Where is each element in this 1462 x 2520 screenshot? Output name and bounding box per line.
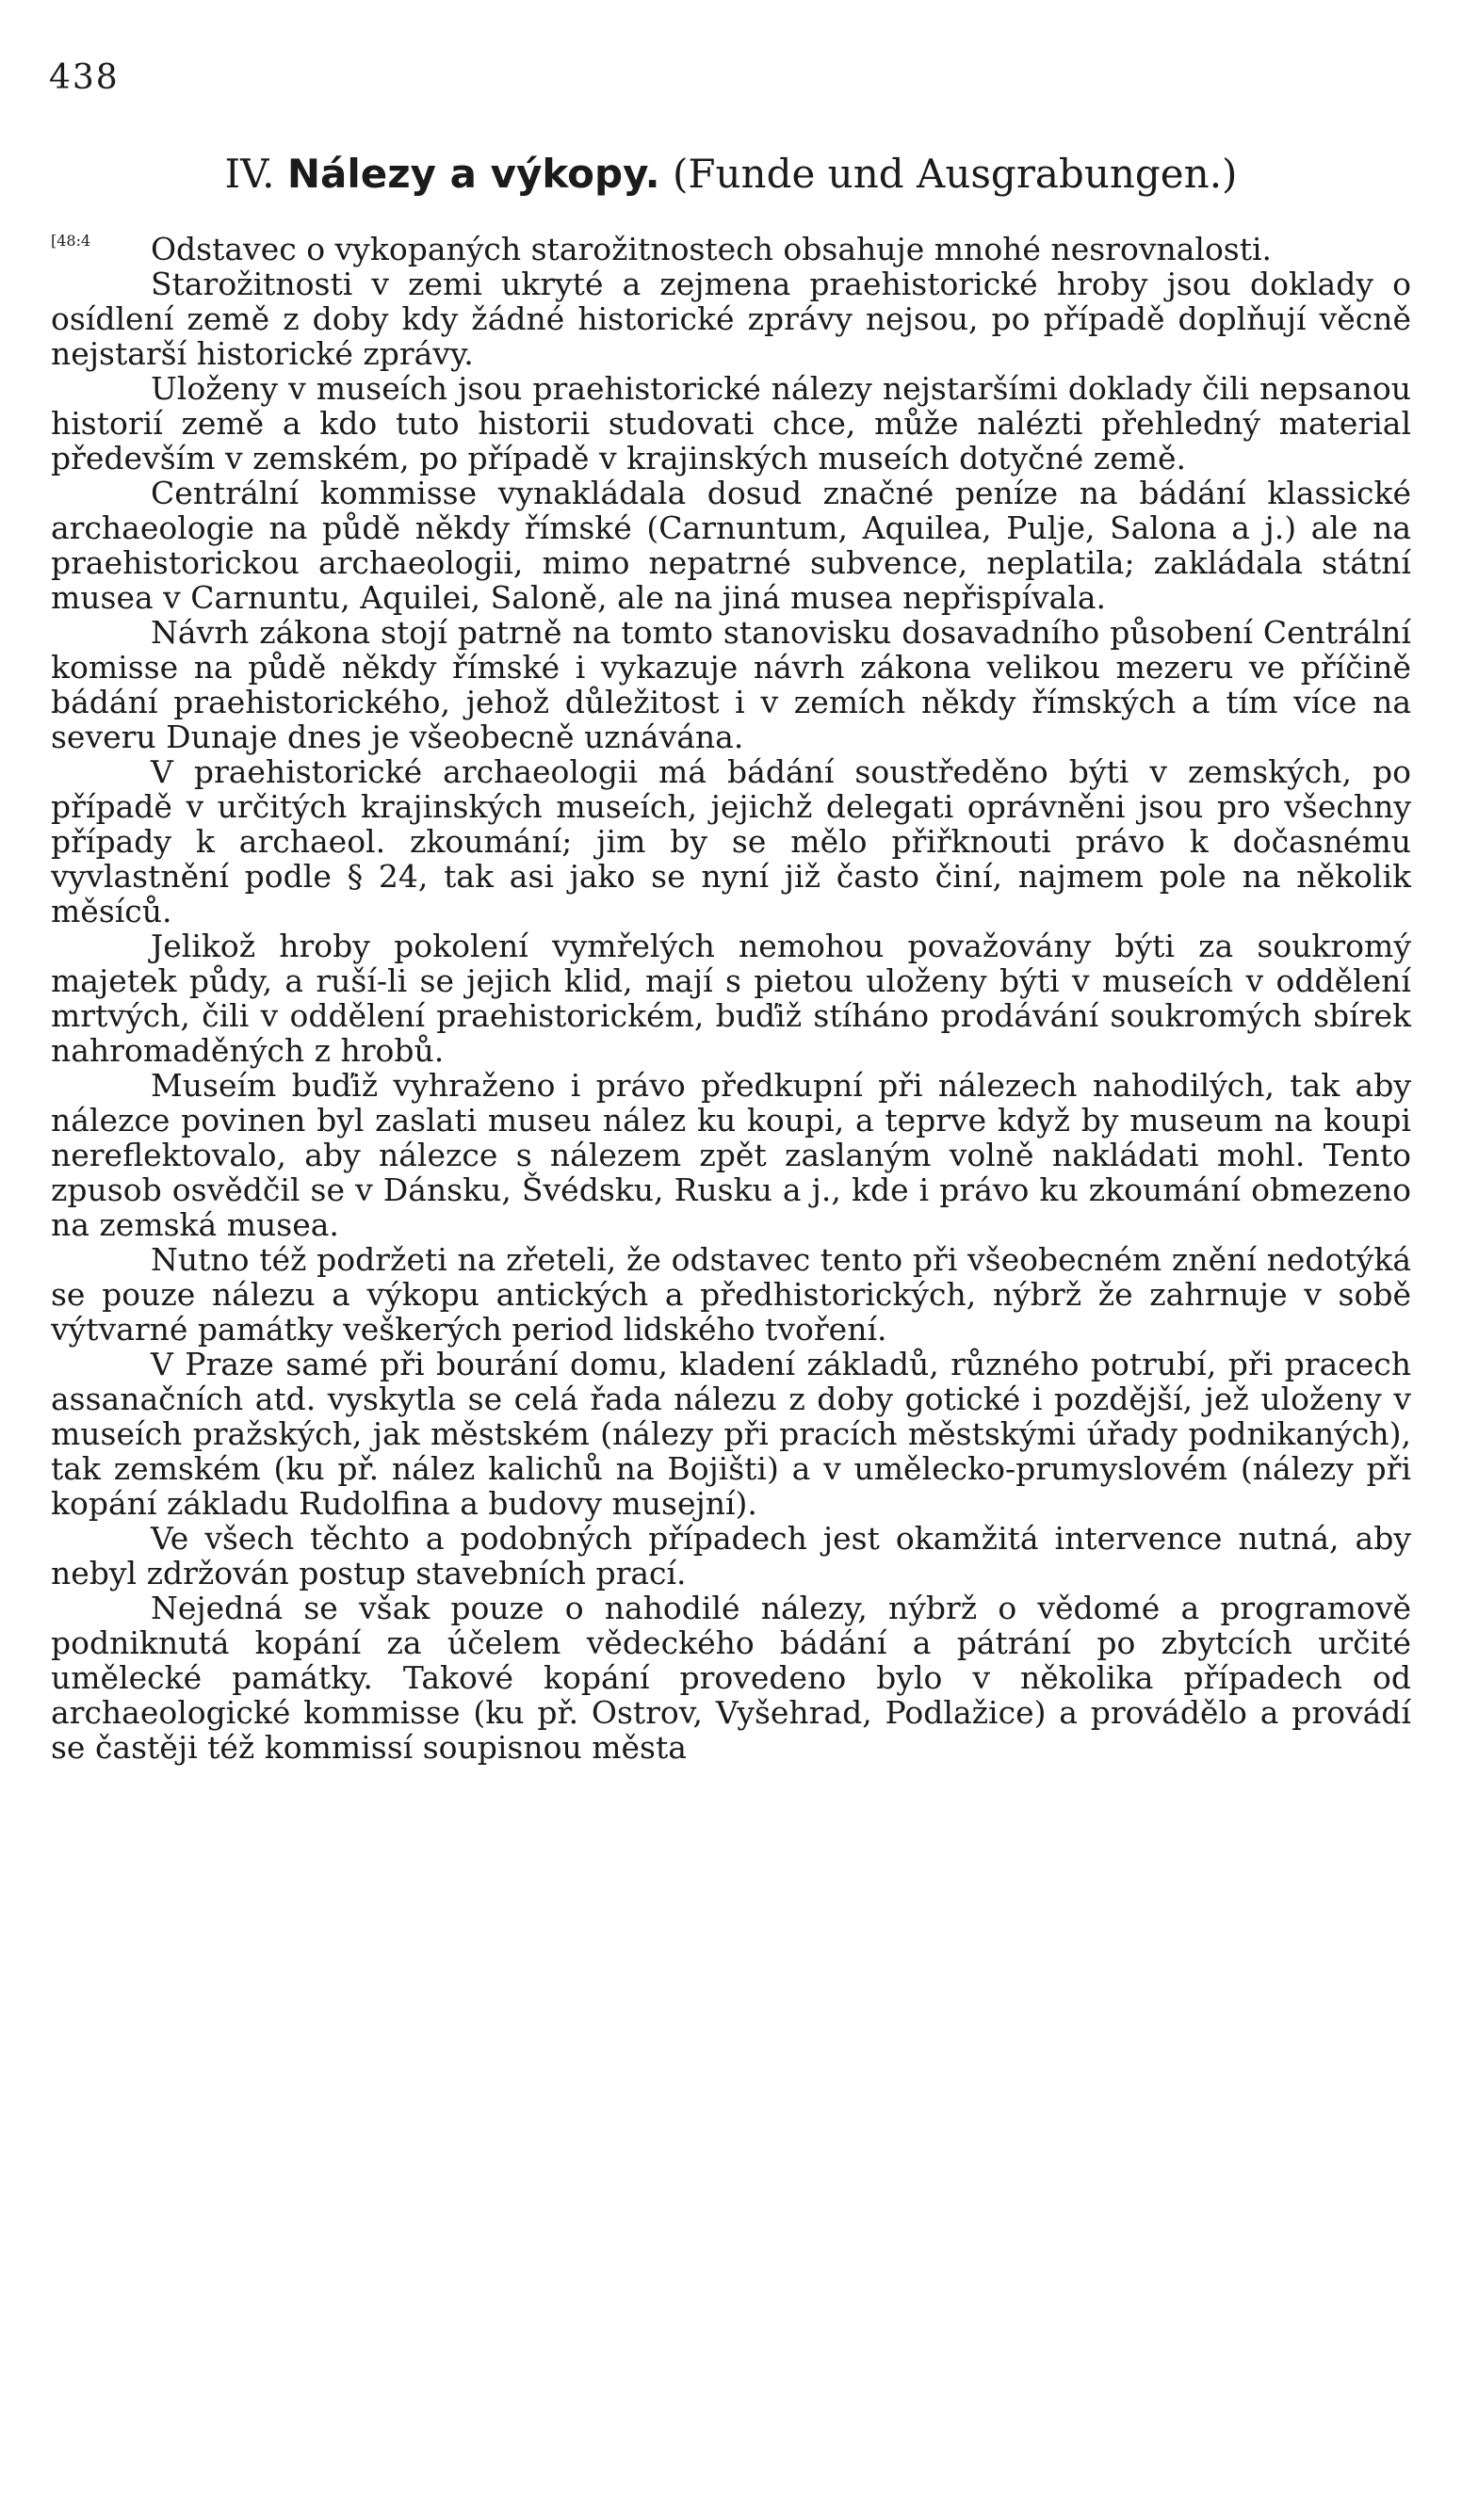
paragraph: Uloženy v museích jsou praehistorické nálezy nejstaršími doklady čili nepsanou historií země a kdo tuto historii studovati chce, může nalézti přehledný material především v zemském, po případě v krajinských museích dotyčné země. — [51, 370, 1411, 477]
paragraph: Nejedná se však pouze o nahodilé nálezy, nýbrž o vědomé a programově podniknutá kopání za účelem vědeckého bádání a pátrání po zbytcích určité umělecké památky. Takové kopání provedeno bylo v několika případech od archaeologické kommisse (ku př. Ostrov, Vyšehrad, Podlažice) a provádělo a provádí se častěji též kommissí soupisnou města — [51, 1590, 1411, 1766]
paragraph-text: Odstavec o vykopaných starožitnostech obsahuje mnohé nesrovnalosti. — [151, 231, 1273, 267]
paragraph — [51, 232, 1411, 267]
page-number: 438 — [49, 58, 120, 97]
section-title: Nálezy a výkopy. — [286, 151, 660, 197]
paragraph: Jelikož hroby pokolení vymřelých nemohou považovány býti za soukromý majetek půdy, a ruší-li se jejich klid, mají s pietou uloženy býti v museích v oddělení mrtvých, čili v oddělení praehistorickém, buďiž stíháno prodávání soukromých sbírek nahromaděných z hrobů. — [51, 928, 1411, 1069]
paragraph: Návrh zákona stojí patrně na tomto stanovisku dosavadního působení Centrální komisse na půdě někdy římské i vykazuje návrh zákona velikou mezeru ve příčině bádání praehistorického, jehož důležitost i v zemích někdy římských a tím více na severu Dunaje dnes je všeobecně uznávána. — [51, 614, 1411, 755]
marginal-mark: [48:4 — [51, 232, 91, 250]
paragraph: V praehistorické archaeologii má bádání soustředěno býti v zemských, po případě v určitých krajinských museích, jejichž delegati oprávněni jsou pro všechny případy k archaeol. zkoumání; jim by se mělo přiřknouti právo k dočasnému vyvlastnění podle § 24, tak asi jako se nyní již často činí, najmem pole na několik měsíců. — [51, 753, 1411, 929]
paragraph: Museím buďiž vyhraženo i právo předkupní při nálezech nahodilých, tak aby nálezce povinen byl zaslati museu nález ku koupi, a teprve když by museum na koupi nereflektovalo, aby nálezce s nálezem zpět zaslaným volně nakládati mohl. Tento zpusob osvědčil se v Dánsku, Švédsku, Rusku a j., kde i právo ku zkoumání obmezeno na zemská musea. — [51, 1067, 1411, 1243]
section-subtitle: (Funde und Ausgrabungen.) — [672, 151, 1238, 197]
section-number: IV. — [224, 151, 275, 197]
paragraph: Ve všech těchto a podobných případech jest okamžitá intervence nutná, aby nebyl zdržován postup stavebních prací. — [51, 1520, 1411, 1591]
section-heading — [0, 151, 1462, 197]
paragraph: Starožitnosti v zemi ukryté a zejmena praehistorické hroby jsou doklady o osídlení země z doby kdy žádné historické zprávy nejsou, po případě doplňují věcně nejstarší historické zprávy. — [51, 266, 1411, 372]
paragraph: Nutno též podržeti na zřeteli, že odstavec tento při všeobecném znění nedotýká se pouze nálezu a výkopu antických a předhistorických, nýbrž že zahrnuje v sobě výtvarné památky veškerých period lidského tvoření. — [51, 1241, 1411, 1348]
body-text — [51, 232, 1411, 1765]
paragraph: V Praze samé při bourání domu, kladení základů, různého potrubí, při pracech assanačních atd. vyskytla se celá řada nálezu z doby gotické i pozdější, jež uloženy v museích pražských, jak městském (nálezy při pracích městskými úřady podnikaných), tak zemském (ku př. nález kalichů na Bojišti) a v umělecko-prumyslovém (nálezy při kopání základu Rudolfina a budovy musejní). — [51, 1346, 1411, 1522]
paragraph: Centrální kommisse vynakládala dosud značné peníze na bádání klassické archaeologie na půdě někdy římské (Carnuntum, Aquilea, Pulje, Salona a j.) ale na praehistorickou archaeologii, mimo nepatrné subvence, neplatila; zakládala státní musea v Carnuntu, Aquilei, Saloně, ale na jiná musea nepřispívala. — [51, 475, 1411, 616]
